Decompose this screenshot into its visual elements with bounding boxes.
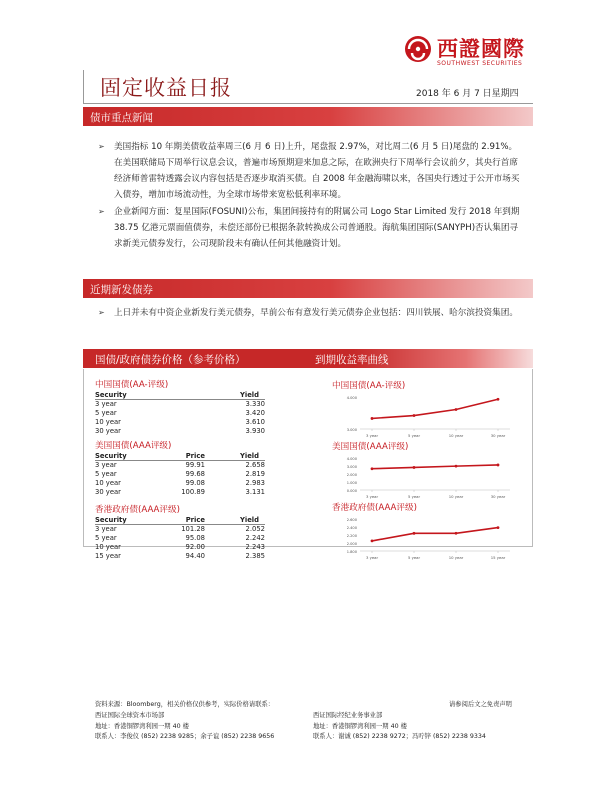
section-header-issuance [83,279,533,298]
bullet-arrow-icon: ➢ [98,142,105,151]
cell-yield: 3.330 [245,400,265,408]
cell-price: 100.89 [181,488,205,496]
cell-yield: 2.983 [245,479,265,487]
cell-security: 15 year [95,552,121,560]
cell-yield: 2.242 [245,534,265,542]
header-yield: Yield [239,452,259,460]
cell-security: 5 year [95,409,117,417]
table-row [95,470,265,479]
data-point [497,398,500,401]
cell-yield: 3.930 [245,427,265,435]
table-row [95,427,265,436]
table-row [95,479,265,488]
header-price: Price [185,452,205,460]
chart-svg [332,452,522,502]
issuance-item [96,305,524,321]
cell-yield: 2.819 [245,470,265,478]
cell-security: 3 year [95,400,117,408]
cell-price: 99.68 [185,470,205,478]
table-row [95,534,265,543]
table-row [95,461,265,470]
table-row [95,552,265,561]
chart-title: 美国国债(AAA评级) [332,442,409,452]
cell-price: 99.08 [185,479,205,487]
logo-mark-icon [404,35,432,63]
footer-contact-right [313,711,486,743]
cell-yield: 3.420 [245,409,265,417]
header-security: Security [95,452,127,460]
issuance-list [96,305,524,322]
series-line [372,399,498,418]
cell-security: 10 year [95,479,121,487]
header-security: Security [95,391,127,399]
footer-source: 资料来源：Bloomberg，相关价格仅供参考，实际价格请联系： [95,701,275,708]
table-row [95,400,265,409]
data-point [497,526,500,529]
y-tick-label: 4.000 [346,396,357,400]
y-tick-label: 3.000 [346,428,357,432]
section-header-prices [83,349,533,368]
y-tick-label: 2.000 [346,473,357,477]
page-title: 固定收益日报 [100,76,232,100]
cell-security: 10 year [95,543,121,551]
news-item [96,204,524,252]
x-tick-label: 3 year [365,494,379,499]
y-tick-label: 2.000 [346,542,357,546]
bullet-arrow-icon: ➢ [98,207,105,216]
bond-table-us [95,439,265,497]
section-header-news [83,107,533,126]
x-tick-label: 5 year [407,433,421,438]
header-security: Security [95,516,127,524]
data-point [413,532,416,535]
header-yield: Yield [239,391,259,399]
data-point [455,408,458,411]
data-point [455,532,458,535]
table-title: 中国国债(AA-评级) [95,380,169,390]
cell-price: 101.28 [181,525,205,533]
y-tick-label: 4.000 [346,457,357,461]
yield-curve-chart-us [332,440,522,502]
footer-contact-left [95,711,274,743]
brand-logo [404,33,534,73]
data-point [413,466,416,469]
y-tick-label: 1.800 [346,550,357,554]
table-title: 香港政府债(AAA评级) [95,505,180,515]
x-tick-label: 10 year [448,433,464,438]
chart-title: 中国国债(AA-评级) [332,381,406,391]
x-tick-label: 5 year [407,494,421,499]
table-row [95,525,265,534]
issuance-item-text: 上日并未有中资企业新发行美元债券，早前公布有意发行美元债券企业包括：四川铁展、哈尔滨投资集团。 [114,308,518,318]
cell-security: 3 year [95,461,117,469]
table-row [95,488,265,497]
cell-price: 99.91 [185,461,205,469]
news-list [96,139,524,253]
cell-price: 92.00 [185,543,205,551]
x-tick-label: 15 year [490,555,506,560]
data-point [413,414,416,417]
chart-svg [332,513,522,563]
footer-dept: 西证国际经纪业务事业部 [313,712,383,719]
y-tick-label: 2.400 [346,526,357,530]
x-tick-label: 10 year [448,555,464,560]
chart-svg [332,391,522,441]
section-title-news: 债市重点新闻 [90,112,153,124]
section-title-prices: 国债/政府债券价格（参考价格） [95,354,246,366]
y-tick-label: 2.200 [346,534,357,538]
x-tick-label: 5 year [407,555,421,560]
data-point [455,465,458,468]
header-price: Price [185,516,205,524]
footer-contact: 联系人：谢诚 (852) 2238 9272；冯咛锌 (852) 2238 9334 [313,733,486,740]
cell-yield: 2.385 [245,552,265,560]
y-tick-label: 3.000 [346,465,357,469]
yield-curve-chart-hk [332,501,522,563]
yield-curve-chart-china [332,379,522,441]
table-header [95,452,265,461]
y-tick-label: 1.000 [346,481,357,485]
x-tick-label: 30 year [490,494,506,499]
header-yield: Yield [239,516,259,524]
data-point [371,540,374,543]
section-title-yield-curve: 到期收益率曲线 [315,354,389,366]
table-title: 美国国债(AAA评级) [95,441,172,451]
cell-price: 94.40 [185,552,205,560]
cell-security: 30 year [95,427,121,435]
x-tick-label: 3 year [365,555,379,560]
footer-disclaimer-link[interactable]: 请参阅后文之免责声明 [449,701,512,708]
data-point [497,464,500,467]
section-title-issuance: 近期新发债券 [90,284,153,296]
news-item-text: 美国指标 10 年期美债收益率周三(6 月 6 日)上升，尾盘报 2.97%，对比周二(6 月 5 日)尾盘的 2.91%。在美国联储局下周举行议息会议，普遍市场预期迎来加息之际，在欧洲央行下周举行会议前夕，其央行首席经济师普雷特透露会议内容包括是否逐步取消买债。自 2008 年金融海啸以来，各国央行透过于公开市场买入债券，增加市场流动性，为全球市场带来宽松低利率环境。 [114,142,520,200]
footer-contact: 联系人：李俊仪 (852) 2238 9285；余子谊 (852) 2238 9656 [95,733,275,740]
data-point [371,417,374,420]
news-item-text: 企业新闻方面：复星国际(FOSUNI)公布，集团间接持有的附属公司 Logo Star Limited 发行 2018 年到期 38.75 亿港元票面值债券，未偿还部份已根据条款转换成公司普通股。海航集团国际(SANYPH)否认集团寻求新美元债券发行，公司现阶段未有确认任何其他融资计划。 [114,207,520,249]
cell-security: 30 year [95,488,121,496]
x-tick-label: 10 year [448,494,464,499]
cell-yield: 2.658 [245,461,265,469]
footer-address: 地址：香港铜锣湾利园一期 40 楼 [313,722,407,730]
data-point [371,467,374,470]
bond-table-hk [95,503,265,561]
cell-yield: 2.243 [245,543,265,551]
chart-title: 香港政府债(AAA评级) [332,503,417,513]
cell-price: 95.08 [185,534,205,542]
bullet-arrow-icon: ➢ [98,308,105,317]
report-date: 2018 年 6 月 7 日星期四 [416,89,519,99]
cell-yield: 2.052 [245,525,265,533]
bond-table-china [95,378,265,436]
table-row [95,543,265,552]
table-row [95,418,265,427]
news-item [96,139,524,203]
cell-security: 3 year [95,525,117,533]
table-header [95,516,265,525]
y-tick-label: 2.600 [346,518,357,522]
brand-name-cn: 西證國際 [437,37,525,61]
series-line [372,528,498,541]
cell-yield: 3.131 [245,488,265,496]
table-row [95,409,265,418]
x-tick-label: 30 year [490,433,506,438]
footer-address: 地址：香港铜锣湾利园一期 40 楼 [95,722,189,730]
table-header [95,391,265,400]
y-tick-label: 0.000 [346,489,357,493]
cell-yield: 3.610 [245,418,265,426]
x-tick-label: 3 year [365,433,379,438]
cell-security: 5 year [95,534,117,542]
series-line [372,465,498,469]
brand-name-en: SOUTHWEST SECURITIES [437,60,523,67]
cell-security: 5 year [95,470,117,478]
cell-security: 10 year [95,418,121,426]
footer-dept: 西证国际全球资本市场部 [95,712,165,719]
